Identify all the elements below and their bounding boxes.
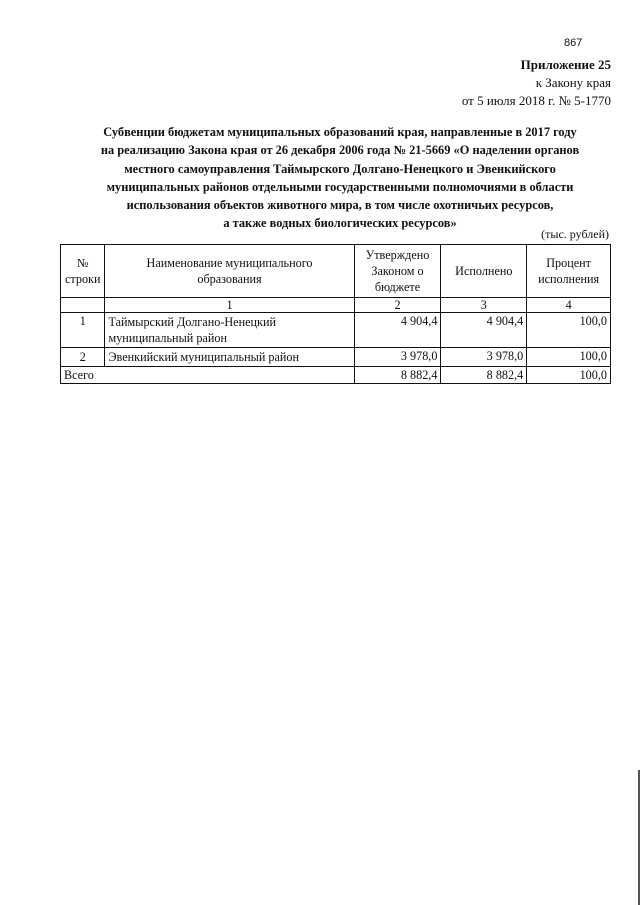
header-text: образования — [197, 272, 262, 286]
index-cell: 4 — [527, 298, 611, 313]
table-header-row — [61, 245, 611, 298]
appendix-reference — [462, 56, 611, 110]
header-text: исполнения — [538, 272, 600, 286]
total-row — [61, 367, 611, 384]
percent-value: 100,0 — [527, 348, 611, 367]
total-executed: 8 882,4 — [441, 367, 527, 384]
table-row — [61, 313, 611, 348]
heading-line: муниципальных районов отдельными государственными полномочиями в области — [106, 179, 574, 194]
appendix-law-date: от 5 июля 2018 г. № 5-1770 — [461, 93, 611, 108]
header-text: строки — [64, 272, 101, 286]
header-row-number — [61, 245, 105, 298]
index-cell: 3 — [441, 298, 527, 313]
header-text: Утверждено — [365, 248, 430, 262]
column-index-row — [61, 298, 611, 313]
header-text: бюджете — [374, 280, 421, 294]
municipality-name-line: Таймырский Долгано-Ненецкий — [108, 315, 277, 329]
total-percent: 100,0 — [527, 367, 611, 384]
heading-line: Субвенции бюджетам муниципальных образований края, направленные в 2017 году — [103, 125, 577, 139]
heading-line: местного самоуправления Таймырского Долгано-Ненецкого и Эвенкийского — [124, 161, 556, 176]
total-label: Всего — [61, 367, 355, 384]
approved-value: 4 904,4 — [354, 313, 441, 348]
units-label: (тыс. рублей) — [541, 227, 609, 241]
page-number: 867 — [564, 37, 583, 49]
percent-value: 100,0 — [527, 313, 611, 348]
index-cell: 2 — [354, 298, 441, 313]
index-cell-empty — [61, 298, 105, 313]
row-number: 2 — [61, 348, 105, 367]
municipality-name-line: муниципальный район — [108, 331, 227, 345]
header-percent — [527, 245, 611, 298]
header-text: Законом о — [371, 264, 424, 278]
appendix-title: Приложение 25 — [520, 57, 611, 72]
total-approved: 8 882,4 — [354, 367, 441, 384]
header-executed — [441, 245, 527, 298]
municipality-name: Эвенкийский муниципальный район — [105, 348, 354, 367]
header-text: № — [76, 256, 89, 270]
document-heading — [60, 123, 620, 233]
heading-line: использования объектов животного мира, в том числе охотничьих ресурсов, — [126, 198, 554, 213]
subventions-table — [60, 244, 611, 384]
executed-value: 4 904,4 — [441, 313, 527, 348]
index-cell: 1 — [105, 298, 354, 313]
heading-line: а также водных биологических ресурсов» — [223, 216, 457, 231]
header-approved — [354, 245, 441, 298]
executed-value: 3 978,0 — [441, 348, 527, 367]
header-text: Процент — [546, 256, 591, 270]
header-municipality-name — [105, 245, 354, 298]
approved-value: 3 978,0 — [354, 348, 441, 367]
heading-line: на реализацию Закона края от 26 декабря 2006 года № 21-5669 «О наделении органов — [100, 143, 580, 158]
row-number: 1 — [61, 313, 105, 348]
header-text: Наименование муниципального — [146, 256, 313, 270]
header-text: Исполнено — [455, 264, 513, 278]
appendix-law-ref: к Закону края — [535, 75, 611, 90]
table-row — [61, 348, 611, 367]
municipality-name — [105, 313, 354, 348]
